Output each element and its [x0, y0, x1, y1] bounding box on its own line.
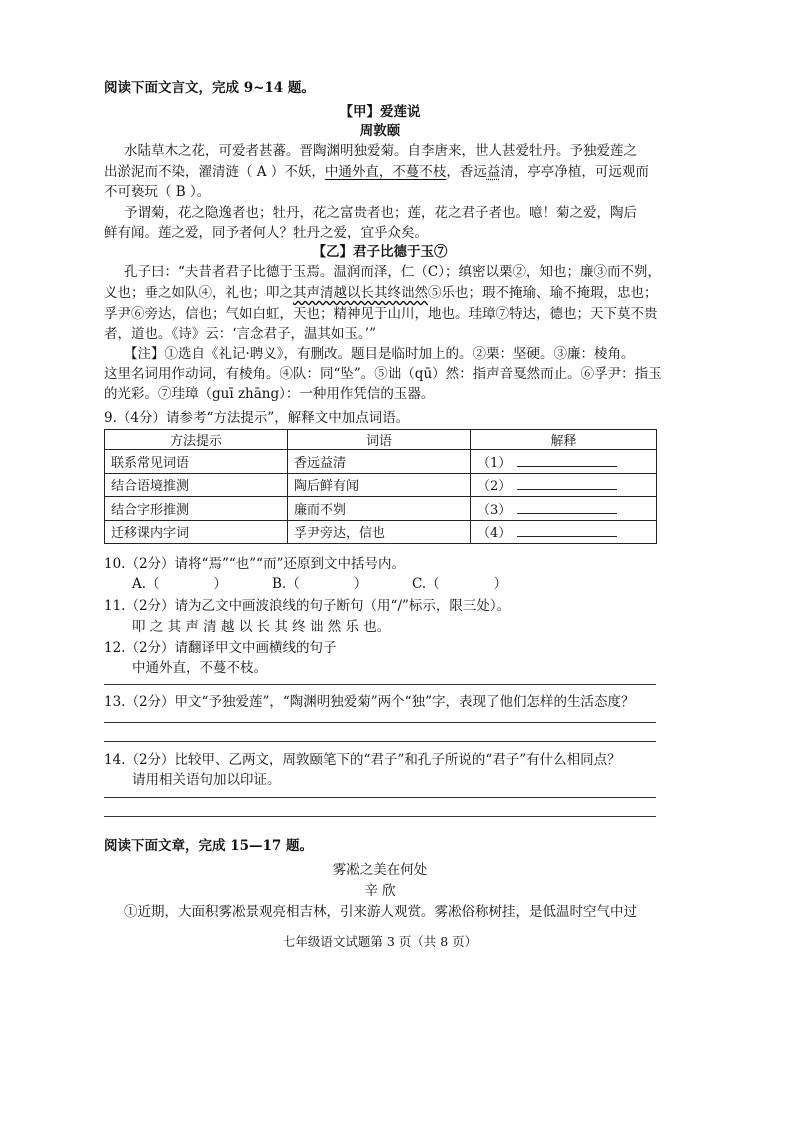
- jia-author: 周敦颐: [359, 123, 401, 139]
- table-row: [105, 497, 657, 521]
- answer-cell[interactable]: [471, 497, 657, 521]
- article-title: 雾凇之美在何处: [332, 862, 428, 878]
- table-row: [105, 520, 657, 544]
- yi-title: 【乙】君子比德于玉⑦: [312, 244, 448, 260]
- section1-intro: 阅读下面文言文，完成 9~14 题。: [104, 80, 315, 96]
- yi-line4: 者，道也。《诗》云：‘言念君子，温其如玉。’”: [104, 326, 376, 342]
- answer-blank[interactable]: [517, 524, 617, 537]
- answer-cell[interactable]: [471, 473, 657, 497]
- method-cell: 结合字形推测: [105, 497, 288, 521]
- q10-option-a[interactable]: A.（ ）: [132, 576, 228, 592]
- word-cell: 孚尹旁达，信也: [288, 520, 471, 544]
- q11-stem: 11.（2分）请为乙文中画波浪线的句子断句（用“/”标示，限三处）。: [104, 598, 511, 614]
- q14-stem-line1: 14.（2分）比较甲、乙两文，周敦颐笔下的“君子”和孔子所说的“君子”有什么相同点？: [104, 752, 621, 768]
- answer-number: （3）: [477, 502, 512, 518]
- answer-number: （4）: [477, 526, 512, 542]
- note-line3: 的光彩。⑦珪璋（guī zhāng）：一种用作凭信的玉器。: [104, 386, 435, 402]
- page-footer: 七年级语文试题第 3 页（共 8 页）: [282, 934, 478, 949]
- jia-p1-line2: [104, 164, 649, 180]
- jia-p2-line2: 鲜有闻。莲之爱，同予者何人？牡丹之爱，宜乎众矣。: [104, 225, 428, 241]
- jia-text-segment: 出淤泥而不染，濯清涟（ A ）不妖，: [104, 164, 325, 180]
- underlined-sentence: 中通外直，不蔓不枝: [324, 164, 447, 180]
- yi-line1: 孔子曰：“夫昔者君子比德于玉焉。温润而泽，仁（C）；缜密以栗②，知也；廉③而不刿，: [124, 264, 661, 280]
- yi-text-segment: ⑤乐也；瑕不掩瑜、瑜不掩瑕，忠也；: [428, 285, 658, 301]
- q10-stem: 10.（2分）请将“焉”“也”“而”还原到文中括号内。: [104, 556, 405, 572]
- yi-line3: 孚尹⑥旁达，信也；气如白虹，天也；精神见于山川，地也。珪璋⑦特达，德也；天下莫不贵: [104, 306, 658, 322]
- q9-table: [104, 429, 657, 544]
- word-cell: 陶后鲜有闻: [288, 473, 471, 497]
- q12-answer-line[interactable]: [104, 684, 656, 685]
- header-word: 词语: [288, 430, 471, 450]
- yi-line2: [104, 285, 658, 301]
- q12-text: 中通外直，不蔓不枝。: [132, 660, 267, 676]
- q13-stem: 13.（2分）甲文“予独爱莲”，“陶渊明独爱菊”两个“独”字，表现了他们怎样的生活态度？: [104, 694, 635, 710]
- answer-cell[interactable]: [471, 520, 657, 544]
- table-header-row: [105, 430, 657, 450]
- yi-text-segment: 义也；垂之如队④，礼也；叩之: [104, 285, 293, 301]
- answer-number: （2）: [477, 479, 512, 495]
- q9-stem: 9.（4分）请参考“方法提示”，解释文中加点词语。: [104, 410, 410, 426]
- word-cell: 廉而不刿: [288, 497, 471, 521]
- q13-answer-line[interactable]: [104, 722, 656, 723]
- note-line1: 【注】①选自《礼记·聘义》，有删改。题目是临时加上的。②栗：坚硬。③廉：棱角。: [124, 346, 635, 362]
- q14-answer-line[interactable]: [104, 797, 656, 798]
- q13-answer-line[interactable]: [104, 741, 656, 742]
- section2-intro: 阅读下面文章，完成 15—17 题。: [104, 838, 313, 854]
- q11-text: 叩 之 其 声 清 越 以 长 其 终 诎 然 乐 也。: [132, 619, 391, 635]
- header-explanation: 解释: [471, 430, 657, 450]
- q14-answer-line[interactable]: [104, 816, 656, 817]
- note-line2: 这里名词用作动词，有棱角。④队：同“坠”。⑤诎（qū）然：指声音戛然而止。⑥孚尹：指玉: [104, 366, 662, 382]
- method-cell: 联系常见词语: [105, 450, 288, 474]
- q10-option-c[interactable]: C.（ ）: [412, 576, 508, 592]
- article-author: 辛 欣: [364, 883, 396, 899]
- table-row: [105, 473, 657, 497]
- answer-cell[interactable]: [471, 450, 657, 474]
- table-row: [105, 450, 657, 474]
- answer-blank[interactable]: [517, 454, 617, 467]
- q14-stem-line2: 请用相关语句加以印证。: [132, 772, 281, 788]
- answer-number: （1）: [477, 455, 512, 471]
- q12-stem: 12.（2分）请翻译甲文中画横线的句子: [104, 640, 337, 656]
- jia-text-segment: 清，亭亭净植，可远观而: [500, 164, 649, 180]
- jia-p1-line1: 水陆草木之花，可爱者甚蕃。晋陶渊明独爱菊。自李唐来，世人甚爱牡丹。予独爱莲之: [124, 143, 637, 159]
- jia-p2-line1: 予谓菊，花之隐逸者也；牡丹，花之富贵者也；莲，花之君子者也。噫！菊之爱，陶后: [124, 205, 637, 221]
- wavy-underlined-sentence: 其声清越以长其终诎然: [293, 285, 428, 301]
- answer-blank[interactable]: [517, 501, 617, 514]
- header-method: 方法提示: [105, 430, 288, 450]
- word-cell: 香远益清: [288, 450, 471, 474]
- method-cell: 结合语境推测: [105, 473, 288, 497]
- jia-text-segment: ，香远: [446, 164, 487, 180]
- dotted-word: 益: [486, 164, 501, 180]
- q10-option-b[interactable]: B.（ ）: [272, 576, 368, 592]
- article-paragraph-1: ①近期，大面积雾凇景观亮相吉林，引来游人观赏。雾凇俗称树挂，是低温时空气中过: [124, 904, 637, 920]
- method-cell: 迁移课内字词: [105, 520, 288, 544]
- jia-title: 【甲】爱莲说: [339, 104, 421, 120]
- jia-p1-line3: 不可亵玩（ B ）。: [104, 184, 211, 200]
- answer-blank[interactable]: [517, 477, 617, 490]
